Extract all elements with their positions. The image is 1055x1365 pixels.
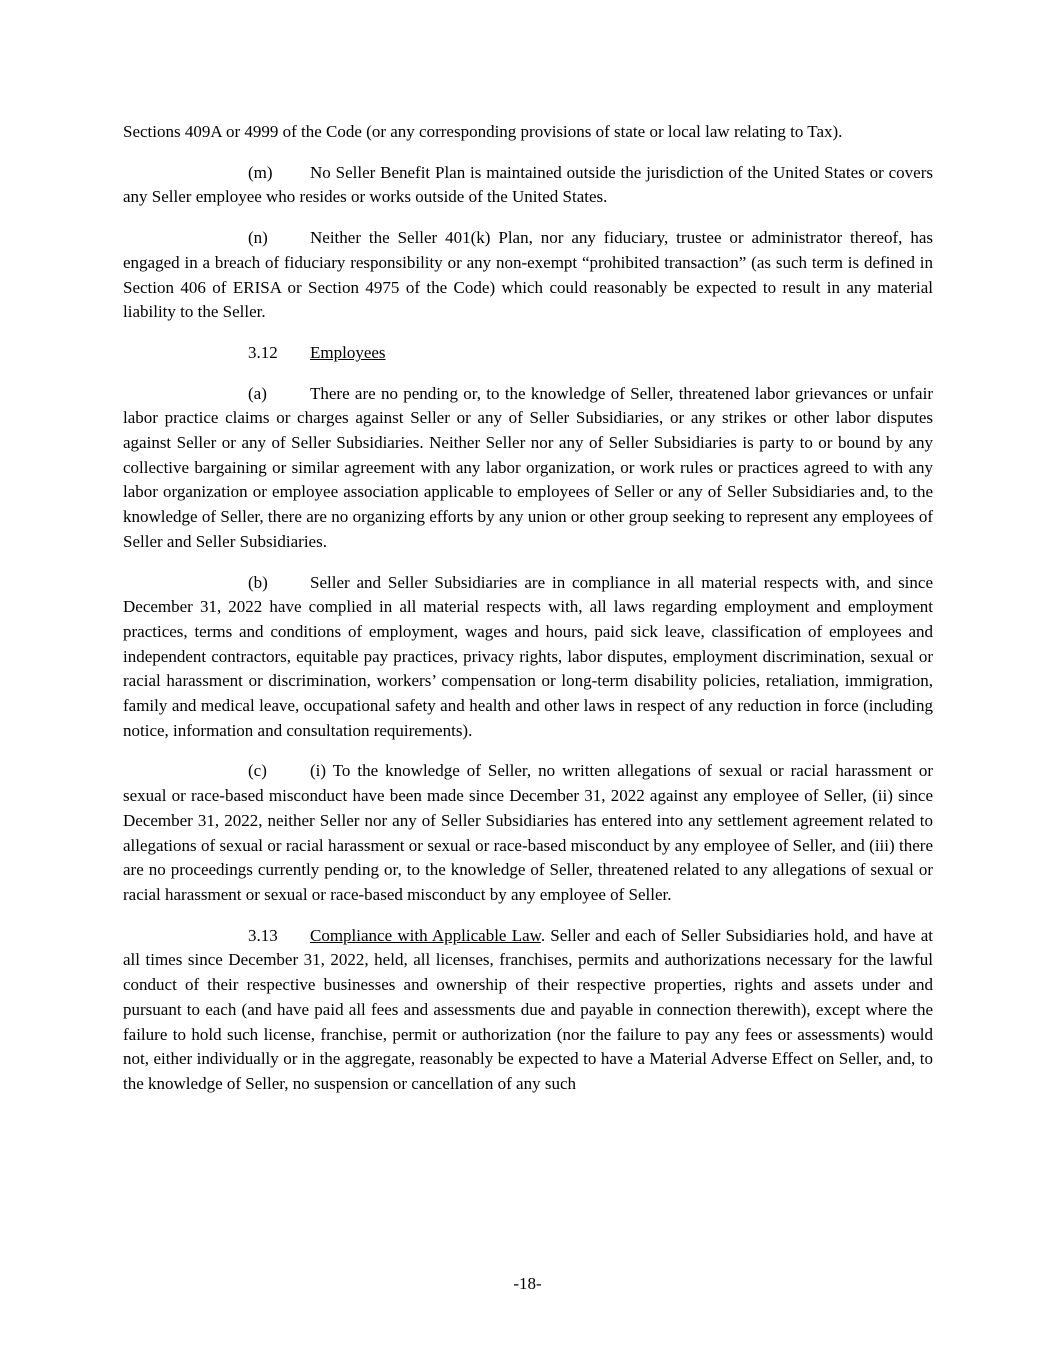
clause-text: (i) To the knowledge of Seller, no written allegations of sexual or racial harassment or sexual or race-based misconduct have been made since December 31, 2022 against any employee of Seller, (ii) since December 31, 2022, neither Seller nor any of Seller Subsidiaries has entered into any settlement agreement related to allegations of sexual or racial harassment or sexual or race-based misconduct by any employee of Seller, and (iii) there are no proceedings currently pending or, to the knowledge of Seller, threatened related to any allegations of sexual or racial harassment or sexual or race-based misconduct by any employee of Seller. [123,761,933,904]
clause-label: (c) [248,761,267,781]
paragraph-intro-text: Sections 409A or 4999 of the Code (or any corresponding provisions of state or local law relating to Tax). [123,122,843,141]
clause-a [123,382,933,555]
section-number: 3.12 [248,342,278,362]
clause-label: (a) [248,383,267,403]
section-title: Compliance with Applicable Law [310,925,541,945]
section-number: 3.13 [248,925,278,945]
section-title: Employees [310,342,386,362]
clause-text: There are no pending or, to the knowledge of Seller, threatened labor grievances or unfair labor practice claims or charges against Seller or any of Seller Subsidiaries, or any strikes or other labor disputes against Seller or any of Seller Subsidiaries. Neither Seller nor any of Seller Subsidiaries is party to or bound by any collective bargaining or similar agreement with any labor organization, or work rules or practices agreed to with any labor organization or employee association applicable to employees of Seller or any of Seller Subsidiaries and, to the knowledge of Seller, there are no organizing efforts by any union or other group seeking to represent any employees of Seller and Seller Subsidiaries. [123,383,933,551]
clause-n [123,226,933,325]
clause-label: (n) [248,228,268,248]
clause-text: Seller and Seller Subsidiaries are in compliance in all material respects with, and since December 31, 2022 have complied in all material respects with, all laws regarding employment and employment practices, terms and conditions of employment, wages and hours, paid sick leave, classification of employees and independent contractors, equitable pay practices, privacy rights, labor disputes, employment discrimination, sexual or racial harassment or discrimination, workers’ compensation or long-term disability policies, retaliation, immigration, family and medical leave, occupational safety and health and other laws in respect of any reduction in force (including notice, information and consultation requirements). [123,572,933,740]
document-body [123,120,933,1113]
clause-c [123,759,933,907]
page-number: -18- [513,1274,542,1293]
clause-label: (m) [248,162,273,182]
section-text: . Seller and each of Seller Subsidiaries hold, and have at all times since December 31, 2022, held, all licenses, franchises, permits and authorizations necessary for the lawful conduct of their respective businesses and ownership of their respective properties, rights and assets under and pursuant to each (and have paid all fees and assessments due and payable in connection therewith), except where the failure to hold such license, franchise, permit or authorization (nor the failure to pay any fees or assessments) would not, either individually or in the aggregate, reasonably be expected to have a Material Adverse Effect on Seller, and, to the knowledge of Seller, no suspension or cancellation of any such [123,925,933,1093]
clause-b [123,571,933,744]
clause-text: No Seller Benefit Plan is maintained outside the jurisdiction of the United States or covers any Seller employee who resides or works outside of the United States. [123,162,933,207]
section-3-13 [123,924,933,1097]
section-heading-3-12 [123,341,933,366]
clause-m [123,161,933,210]
clause-label: (b) [248,572,268,592]
paragraph-intro [123,120,933,145]
clause-text: Neither the Seller 401(k) Plan, nor any fiduciary, trustee or administrator thereof, has engaged in a breach of fiduciary responsibility or any non-exempt “prohibited transaction” (as such term is defined in Section 406 of ERISA or Section 4975 of the Code) which could reasonably be expected to result in any material liability to the Seller. [123,228,933,322]
